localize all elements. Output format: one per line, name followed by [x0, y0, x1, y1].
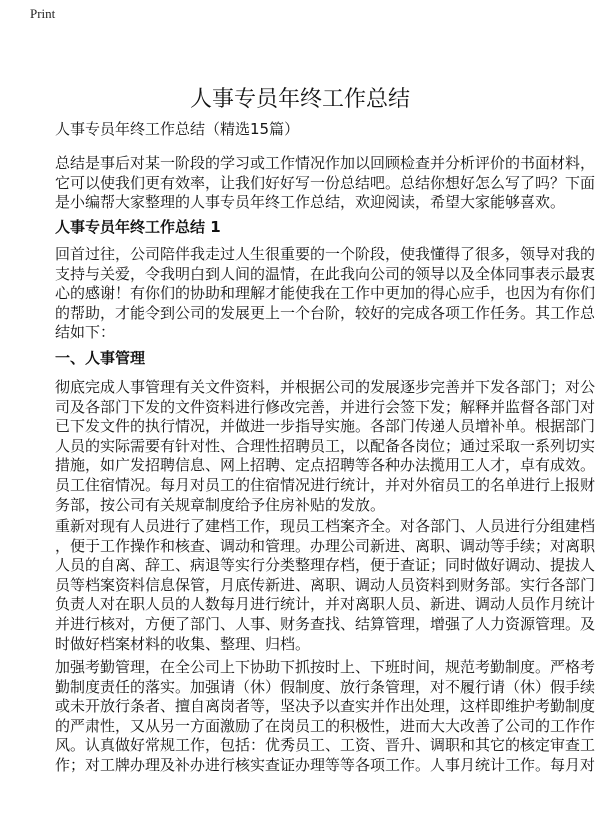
paragraph-4 — [55, 658, 596, 776]
text-line: 总结是事后对某一阶段的学习或工作情况作加以回顾检查并分析评价的书面材料， — [55, 154, 596, 172]
text-line: 加强考勤管理，在全公司上下协助下抓按时上、下班时间，规范考勤制度。严格考 — [55, 658, 596, 676]
text-line: 措施，如广发招聘信息、网上招聘、定点招聘等各种办法揽用工人才，卓有成效。 — [55, 456, 596, 475]
text-line: 已下发文件的执行情况，并做进一步指导实施。各部门传递人员增补单。根据部门 — [55, 417, 596, 436]
intro-paragraph — [55, 154, 596, 213]
section-heading: 人事专员年终工作总结 1 — [55, 218, 221, 236]
text-line: 负责人对在职人员的人数每月进行统计，并对离职人员、新进、调动人员作月统计 — [55, 595, 596, 614]
text-line: 司及各部门下发的文件资料进行修改完善，并进行会签下发；解释并监督各部门对 — [55, 397, 596, 416]
text-line: 员等档案资料信息保管，月底传新进、离职、调动人员资料到财务部。实行各部门 — [55, 575, 596, 594]
text-line: 勤制度责任的落实。加强请（休）假制度、放行条管理，对不履行请（休）假手续 — [55, 677, 596, 696]
text-line: 或未开放行条者、擅自离岗者等，坚决予以查实并作出处理，这样即维护考勤制度 — [55, 697, 596, 716]
text-line: 并进行核对，方便了部门、人事、财务查找、结算管理，增强了人力资源管理。及 — [55, 614, 596, 633]
text-line: 风。认真做好常规工作，包括：优秀员工、工资、晋升、调职和其它的核定审查工 — [55, 736, 596, 755]
text-line: 结如下： — [55, 323, 116, 342]
paragraph-3 — [55, 517, 596, 654]
text-line: 员工住宿情况。每月对员工的住宿情况进行统计，并对外宿员工的名单进行上报财 — [55, 475, 596, 494]
text-line: ，便于工作操作和核查、调动和管理。办理公司新进、离职、调动等手续；对离职 — [55, 536, 596, 555]
paragraph-2 — [55, 378, 596, 515]
print-link[interactable]: Print — [30, 6, 56, 21]
text-line: 心的感谢！有你们的协助和理解才能使我在工作中更加的得心应手，也因为有你们 — [55, 284, 596, 303]
paragraph-1 — [55, 245, 596, 343]
text-line: 彻底完成人事管理有关文件资料，并根据公司的发展逐步完善并下发各部门；对公 — [55, 378, 596, 396]
text-line: 它可以使我们更有效率，让我们好好写一份总结吧。总结你想好怎么写了吗？下面 — [55, 173, 596, 192]
text-line: 的帮助，才能令到公司的发展更上一个台阶，较好的完成各项工作任务。其工作总 — [55, 303, 596, 322]
text-line: 人员的实际需要有针对性、合理性招聘员工，以配备各岗位；通过采取一系列切实 — [55, 436, 596, 455]
text-line: 作；对工牌办理及补办进行核实查证办理等等各项工作。人事月统计工作。每月对 — [55, 755, 596, 774]
text-line: 人员的自离、辞工、病退等实行分类整理存档，便于查证；同时做好调动、提拔人 — [55, 556, 596, 575]
text-line: 是小编帮大家整理的人事专员年终工作总结，欢迎阅读，希望大家能够喜欢。 — [55, 193, 566, 212]
text-line: 时做好档案材料的收集、整理、归档。 — [55, 634, 311, 653]
text-line: 的严肃性，又从另一方面激励了在岗员工的积极性，进而大大改善了公司的工作作 — [55, 716, 596, 735]
text-line: 支持与关爱，令我明白到人间的温情，在此我向公司的领导以及全体同事表示最衷 — [55, 264, 596, 283]
text-line: 回首过往，公司陪伴我走过人生很重要的一个阶段，使我懂得了很多，领导对我的 — [55, 245, 596, 263]
subheading-hr-management: 一、人事管理 — [55, 349, 146, 367]
page-title: 人事专员年终工作总结 — [189, 87, 410, 112]
text-line: 重新对现有人员进行了建档工作，现员工档案齐全。对各部门、人员进行分组建档 — [55, 517, 596, 535]
text-line: 务部，按公司有关规章制度给予住房补贴的发放。 — [55, 495, 386, 514]
subtitle: 人事专员年终工作总结（精选15篇） — [55, 120, 300, 138]
